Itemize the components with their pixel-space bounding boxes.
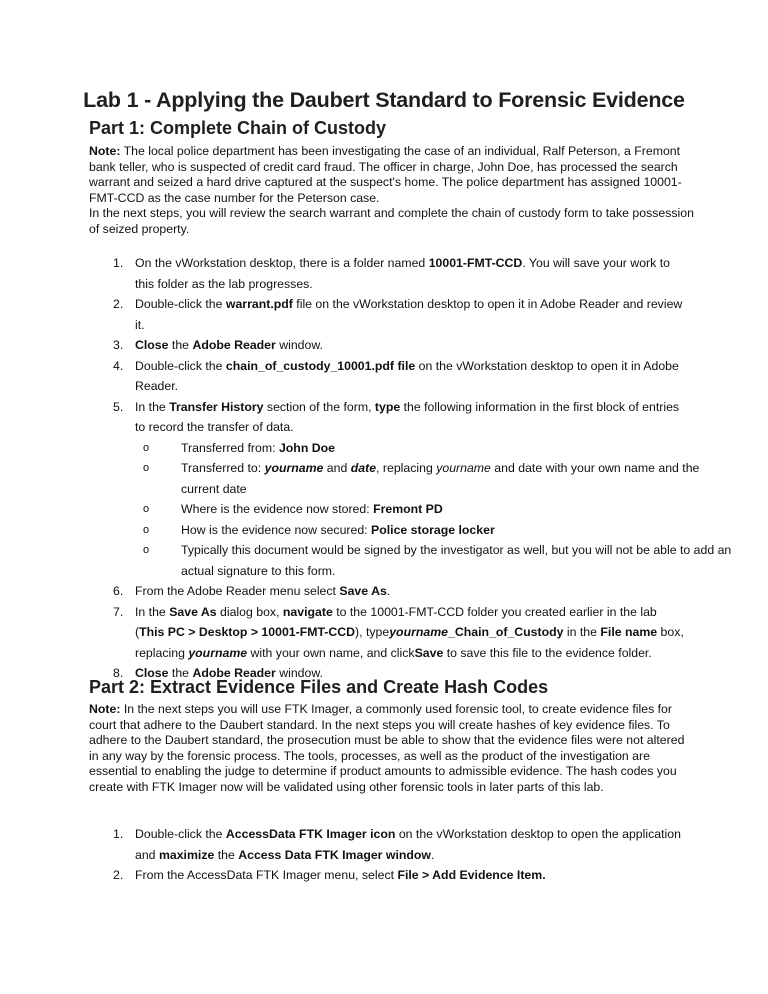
step-bold: 10001-FMT-CCD — [428, 256, 523, 270]
bullet-icon: o — [143, 503, 150, 515]
step-number: 6. — [113, 584, 124, 598]
substep-item — [89, 499, 738, 520]
step-bold: Save — [414, 645, 444, 660]
part1-heading: Part 1: Complete Chain of Custody — [89, 118, 387, 138]
step-text: dialog box, — [216, 604, 283, 619]
note-text: The local police department has been investigating the case of an individual, Ralf Peterson, a Fremont bank teller, who is suspected of credit card fraud. The officer in charge, John Doe, has processed the search warrant and seized a hard drive captured at the suspect's home. The police department has assigned 10001-FMT-CCD as the case number for the Peterson case. — [89, 144, 682, 205]
step-bold: File name — [600, 625, 658, 639]
step-number: 7. — [113, 604, 124, 619]
list-item — [89, 824, 689, 865]
note-label: Note: — [89, 702, 121, 716]
bullet-icon: o — [143, 523, 150, 536]
step-text: on the vWorkstation desktop to open the application and — [135, 827, 681, 862]
step-text: the — [214, 847, 239, 862]
substep-italic: yourname — [436, 461, 491, 475]
step-bold: Close — [135, 338, 169, 352]
substep-bold-italic: yourname — [264, 461, 324, 475]
step-bold: AccessData FTK Imager icon — [225, 827, 396, 841]
step-text: file on the vWorkstation desktop to open it in Adobe Reader and review it. — [135, 297, 683, 332]
bullet-icon: o — [143, 441, 150, 454]
step-bold: maximize — [158, 847, 215, 862]
part1-note — [89, 144, 694, 206]
step-bold-italic: yourname — [188, 645, 248, 660]
substep-item — [89, 438, 738, 459]
step-bold: Adobe Reader — [192, 666, 276, 680]
step-number: 4. — [113, 358, 124, 373]
step-bold: chain_of_custody_10001.pdf file — [225, 358, 416, 373]
step-number: 2. — [113, 868, 124, 882]
step-text: . You will save your work to this folder as the lab progresses. — [135, 256, 670, 291]
step-text: . — [430, 847, 435, 862]
list-item — [89, 397, 732, 582]
substep-text: Transferred to: — [181, 461, 265, 475]
part2-steps — [89, 824, 689, 886]
step-text: section of the form, — [263, 399, 375, 414]
substep-text: and — [323, 461, 351, 475]
substep-text: , replacing — [376, 461, 437, 475]
substep-bold: Fremont PD — [373, 502, 443, 516]
step-text: the — [168, 338, 193, 352]
list-item — [89, 253, 689, 294]
step-bold: warrant.pdf — [225, 297, 293, 311]
step-number: 3. — [113, 338, 124, 352]
substep-bold: John Doe — [278, 440, 335, 455]
substep-item — [89, 458, 738, 499]
step-bold: navigate — [282, 604, 333, 619]
step-text: In the — [135, 604, 170, 619]
step-text: From the AccessData FTK Imager menu, select — [135, 868, 398, 882]
part1-steps — [89, 253, 732, 684]
part1-intro: In the next steps, you will review the search warrant and complete the chain of custody form to take possession of seized property. — [89, 206, 694, 236]
substep-item — [89, 520, 738, 541]
part2-heading: Part 2: Extract Evidence Files and Create Hash Codes — [89, 677, 549, 697]
step-bold: File > Add Evidence Item. — [397, 868, 546, 882]
note-text: In the next steps you will use FTK Imager, a commonly used forensic tool, to create evidence files for court that adhere to the Daubert standard. In the next steps you will create hashes of key evidence files. To adhere to the Daubert standard, the prosecution must be able to show that the evidence files were not altered in any way by the forensic process. The tools, processes, as well as the product of the investigation are essential to enabling the judge to determine if product amounts to admissible evidence. The hash codes you create with FTK Imager now will be validated using other forensic tools in later parts of this lab. — [89, 702, 685, 794]
step-number: 8. — [113, 666, 124, 680]
step-text: to the 10001-FMT-CCD folder you created earlier in the lab ( — [135, 604, 657, 639]
substep-bold: Police storage locker — [371, 522, 495, 537]
substep-text: and date with your own name and the current date — [181, 461, 700, 496]
bullet-icon: o — [143, 544, 150, 556]
page-title: Lab 1 - Applying the Daubert Standard to Forensic Evidence — [83, 88, 685, 112]
step-text: box, replacing — [135, 625, 684, 660]
step-text: to save this file to the evidence folder. — [443, 645, 652, 660]
substep-text: Typically this document would be signed by the investigator as well, but you will not be able to add an actual signature to this form. — [181, 543, 732, 578]
list-item — [89, 581, 689, 602]
part2-note — [89, 702, 694, 795]
step-bold: Adobe Reader — [192, 338, 276, 352]
step-text: Double-click the — [135, 827, 226, 841]
step-text: ), type — [355, 625, 390, 639]
list-item — [89, 602, 689, 664]
step-text: in the — [563, 625, 601, 639]
step-text: In the — [135, 399, 170, 414]
step-text: the — [168, 666, 193, 680]
step-text: Double-click the — [135, 297, 226, 311]
step-number: 2. — [113, 297, 124, 311]
step-text: window. — [275, 666, 323, 680]
step-bold: Close — [135, 666, 169, 680]
step-number: 5. — [113, 399, 124, 414]
bullet-icon: o — [143, 462, 150, 474]
step-bold: This PC > Desktop > 10001-FMT-CCD — [139, 625, 356, 639]
substep-item — [89, 540, 738, 581]
list-item — [89, 335, 689, 356]
list-item — [89, 865, 689, 886]
list-item — [89, 356, 689, 397]
step-text: window. — [275, 338, 323, 352]
step-text: On the vWorkstation desktop, there is a folder named — [135, 256, 429, 270]
substep-text: Transferred from: — [181, 440, 279, 455]
substep-list — [135, 438, 732, 582]
step-number: 1. — [113, 256, 124, 270]
step-bold: Transfer History — [169, 399, 264, 414]
step-bold: Access Data FTK Imager window — [238, 847, 431, 862]
step-bold: type — [374, 399, 401, 414]
step-text: From the Adobe Reader menu select — [135, 584, 340, 598]
step-text: with your own name, and click — [247, 645, 415, 660]
substep-text: How is the evidence now secured: — [181, 522, 372, 537]
substep-bold-italic: date — [350, 461, 377, 475]
substep-text: Where is the evidence now stored: — [181, 502, 374, 516]
step-bold: Save As — [169, 604, 217, 619]
list-item — [89, 294, 689, 335]
step-bold: _Chain_of_Custody — [448, 625, 564, 639]
step-text: . — [386, 584, 391, 598]
step-text: Double-click the — [135, 358, 226, 373]
step-bold-italic: yourname — [389, 625, 448, 639]
step-number: 1. — [113, 827, 124, 841]
step-text: the following information in the first block of entries to record the transfer of data. — [135, 399, 680, 434]
note-label: Note: — [89, 144, 121, 158]
step-text: on the vWorkstation desktop to open it in Adobe Reader. — [135, 358, 679, 393]
step-bold: Save As — [339, 584, 387, 598]
